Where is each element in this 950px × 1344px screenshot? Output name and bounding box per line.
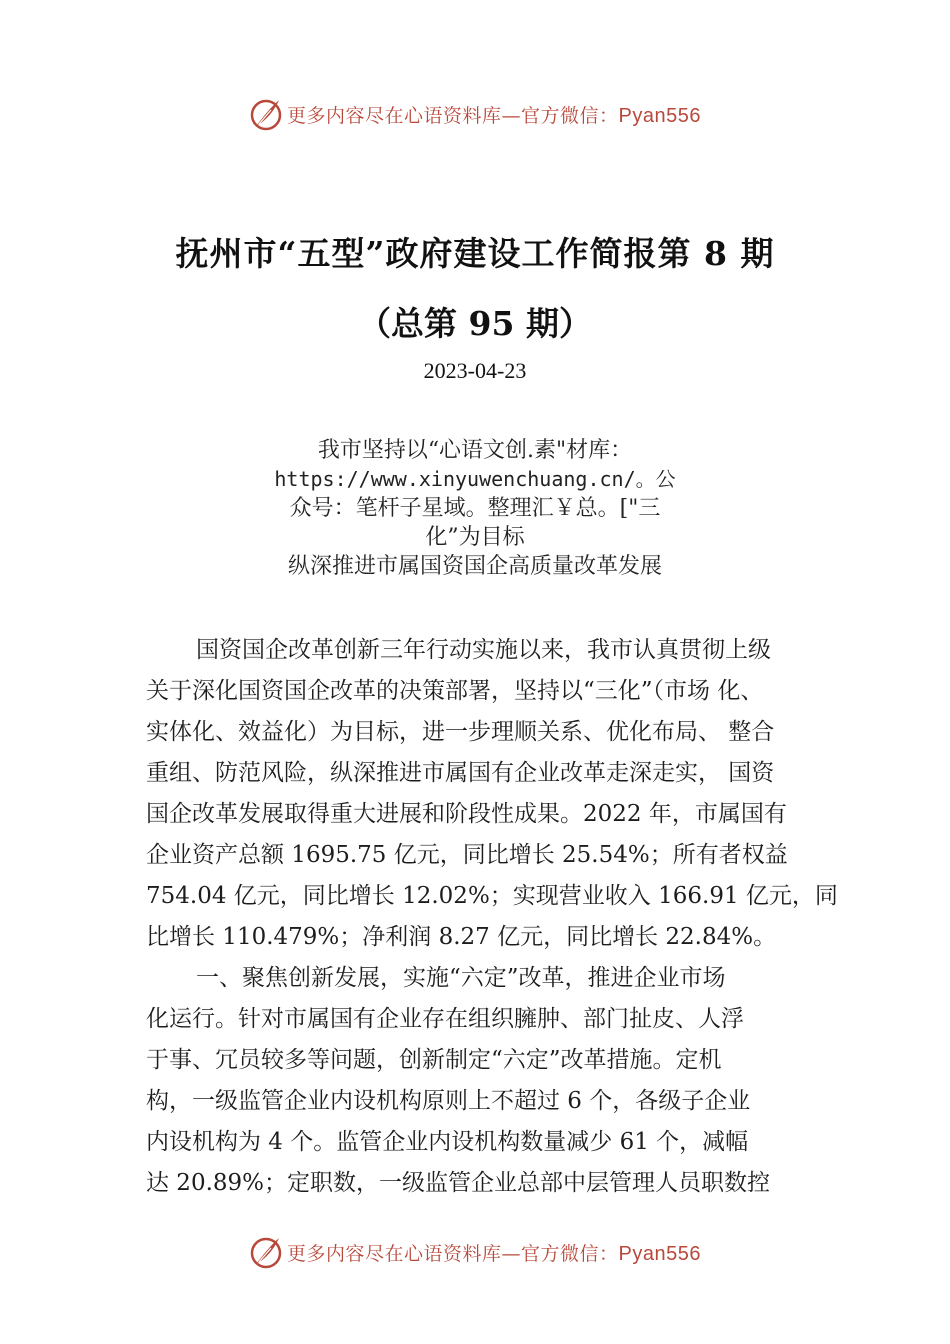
- body-line: 构，一级监管企业内设机构原则上不超过 6 个，各级子企业: [146, 1088, 751, 1114]
- banner-text: 更多内容尽在心语资料库—官方微信：Pyan556: [287, 1242, 701, 1265]
- banner-text: 更多内容尽在心语资料库—官方微信：Pyan556: [287, 104, 701, 127]
- subheading-line: 众号：笔杆子星域。整理汇￥总。["三: [289, 496, 661, 521]
- quill-logo-icon: [249, 1235, 283, 1269]
- body-line: 国资国企改革创新三年行动实施以来，我市认真贯彻上级: [196, 637, 771, 663]
- subheading-line: 纵深推进市属国资国企高质量改革发展: [287, 554, 662, 579]
- body-line: 化运行。针对市属国有企业存在组织臃肿、部门扯皮、人浮: [146, 1006, 744, 1032]
- body-line: 比增长 110.479%；净利润 8.27 亿元，同比增长 22.84%。: [146, 924, 777, 950]
- footer-banner: [0, 1232, 950, 1272]
- article-body: [146, 630, 836, 1204]
- header-banner: [0, 94, 950, 134]
- body-line: 一、聚焦创新发展，实施“六定”改革，推进企业市场: [196, 965, 726, 991]
- subheading-line: 我市坚持以“心语文创.素"材库：: [317, 438, 633, 463]
- body-line: 企业资产总额 1695.75 亿元，同比增长 25.54%；所有者权益: [146, 842, 788, 868]
- document-title: 抚州市“五型”政府建设工作简报第 8 期: [175, 234, 775, 273]
- subheading-line: 化”为目标: [425, 525, 525, 550]
- publish-date: 2023-04-23: [423, 358, 527, 383]
- issue-number: （总第 95 期）: [358, 304, 592, 343]
- body-line: 国企改革发展取得重大进展和阶段性成果。2022 年，市属国有: [146, 801, 787, 827]
- subheading-line: https://www.xinyuwenchuang.cn/。公: [274, 467, 676, 491]
- quill-logo-icon: [249, 97, 283, 131]
- body-line: 于事、冗员较多等问题，创新制定“六定”改革措施。定机: [146, 1047, 722, 1073]
- body-line: 实体化、效益化）为目标，进一步理顺关系、优化布局、 整合: [146, 719, 775, 745]
- body-line: 754.04 亿元，同比增长 12.02%；实现营业收入 166.91 亿元，同: [146, 883, 838, 909]
- body-line: 重组、防范风险，纵深推进市属国有企业改革走深走实， 国资: [146, 760, 775, 786]
- article-subheading: [0, 436, 950, 581]
- body-line: 达 20.89%；定职数，一级监管企业总部中层管理人员职数控: [146, 1170, 771, 1196]
- body-line: 关于深化国资国企改革的决策部署，坚持以“三化”（市场 化、: [146, 678, 764, 704]
- body-line: 内设机构为 4 个。监管企业内设机构数量减少 61 个，减幅: [146, 1129, 749, 1155]
